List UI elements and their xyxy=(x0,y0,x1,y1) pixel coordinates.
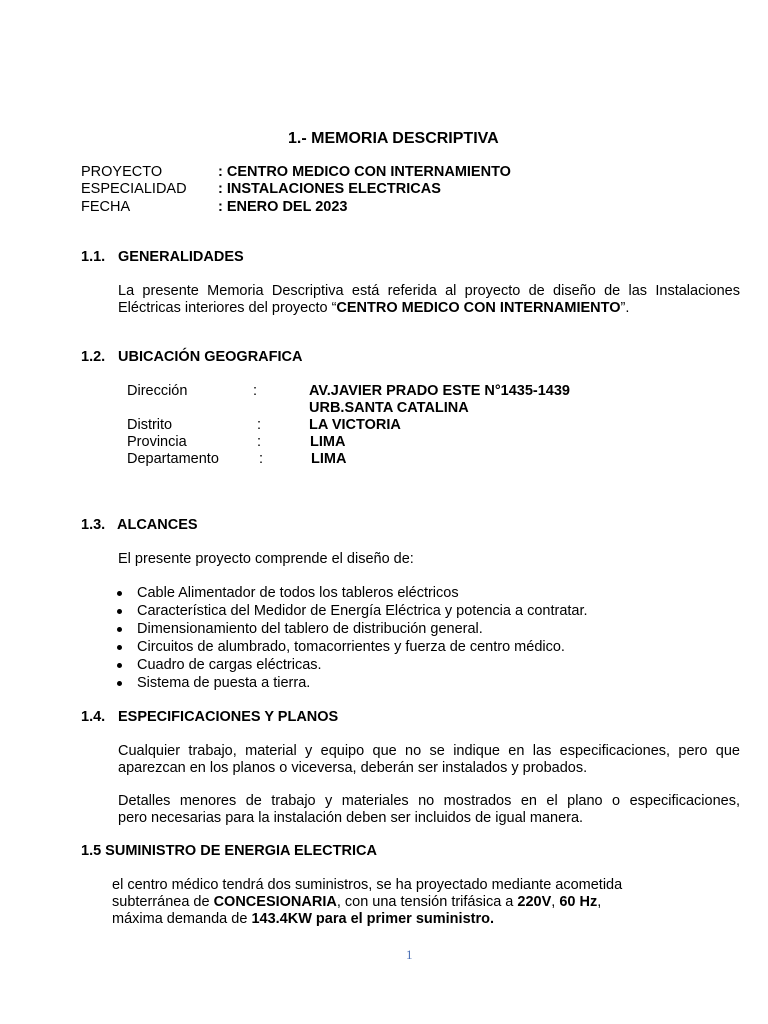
concesionaria-text: CONCESIONARIA xyxy=(213,894,337,910)
direccion-colon: : xyxy=(253,383,258,399)
especificaciones-p2-line-2: pero necesarias para la instalación deben ser incluidos de igual manera. xyxy=(118,810,584,826)
distrito-label: Distrito xyxy=(127,417,173,433)
especialidad-value: : INSTALACIONES ELECTRICAS xyxy=(218,181,441,197)
proyecto-label: PROYECTO xyxy=(81,164,163,180)
suministro-text: subterránea de xyxy=(112,894,214,910)
list-item: Dimensionamiento del tablero de distribución general. xyxy=(113,620,588,638)
generalidades-project-name: CENTRO MEDICO CON INTERNAMIENTO xyxy=(336,300,621,316)
especificaciones-p2-line-1: Detalles menores de trabajo y materiales no mostrados en el plano o especificaciones, xyxy=(118,793,740,809)
generalidades-text: Eléctricas interiores del proyecto “ xyxy=(118,300,337,316)
distrito-value: LA VICTORIA xyxy=(309,417,401,433)
suministro-line-3 xyxy=(112,911,494,928)
frequency-value: 60 Hz xyxy=(559,894,598,910)
suministro-text: , xyxy=(551,894,560,910)
provincia-label: Provincia xyxy=(127,434,187,450)
proyecto-value: : CENTRO MEDICO CON INTERNAMIENTO xyxy=(218,164,511,180)
section-1-2-number: 1.2. xyxy=(81,349,106,365)
suministro-text: máxima demanda de xyxy=(112,911,252,927)
section-1-5-heading: 1.5 SUMINISTRO DE ENERGIA ELECTRICA xyxy=(81,843,377,859)
direccion-label: Dirección xyxy=(127,383,188,399)
page-number: 1 xyxy=(406,947,413,962)
departamento-colon: : xyxy=(259,451,264,467)
section-1-1-heading: GENERALIDADES xyxy=(118,249,244,265)
departamento-value: LIMA xyxy=(311,451,347,467)
suministro-text: , con una tensión trifásica a xyxy=(336,894,518,910)
list-item: Cuadro de cargas eléctricas. xyxy=(113,656,588,674)
demand-value: 143.4KW para el primer suministro. xyxy=(251,911,494,927)
section-1-3-heading: ALCANCES xyxy=(117,517,198,533)
generalidades-text-end: ”. xyxy=(620,300,630,316)
departamento-label: Departamento xyxy=(127,451,219,467)
list-item: Sistema de puesta a tierra. xyxy=(113,674,588,692)
direccion-value-1: AV.JAVIER PRADO ESTE N°1435-1439 xyxy=(309,383,570,399)
especialidad-label: ESPECIALIDAD xyxy=(81,181,187,197)
section-1-3-number: 1.3. xyxy=(81,517,106,533)
suministro-line-2 xyxy=(112,894,601,911)
generalidades-line-2 xyxy=(118,300,740,317)
list-item: Circuitos de alumbrado, tomacorrientes y fuerza de centro médico. xyxy=(113,638,588,656)
voltage-value: 220V xyxy=(517,894,552,910)
fecha-label: FECHA xyxy=(81,199,131,215)
suministro-text: , xyxy=(597,894,602,910)
especificaciones-paragraph-1 xyxy=(118,743,740,777)
suministro-line-1: el centro médico tendrá dos suministros, se ha proyectado mediante acometida xyxy=(112,877,623,893)
section-1-1-number: 1.1. xyxy=(81,249,106,265)
especificaciones-p1-line-1: Cualquier trabajo, material y equipo que no se indique en las especificaciones, pero que xyxy=(118,743,740,759)
list-item: Cable Alimentador de todos los tableros eléctricos xyxy=(113,584,588,602)
direccion-value-2: URB.SANTA CATALINA xyxy=(309,400,469,416)
generalidades-paragraph xyxy=(118,283,740,317)
generalidades-line-1: La presente Memoria Descriptiva está referida al proyecto de diseño de las Instalaciones xyxy=(118,283,740,299)
section-1-2-heading: UBICACIÓN GEOGRAFICA xyxy=(118,349,303,365)
alcances-intro: El presente proyecto comprende el diseño de: xyxy=(118,551,414,567)
provincia-value: LIMA xyxy=(310,434,346,450)
list-item: Característica del Medidor de Energía Eléctrica y potencia a contratar. xyxy=(113,602,588,620)
alcances-list xyxy=(113,584,588,692)
distrito-colon: : xyxy=(257,417,262,433)
section-1-4-heading: ESPECIFICACIONES Y PLANOS xyxy=(118,709,339,725)
document-title: 1.- MEMORIA DESCRIPTIVA xyxy=(288,130,499,147)
fecha-value: : ENERO DEL 2023 xyxy=(218,199,348,215)
provincia-colon: : xyxy=(257,434,262,450)
especificaciones-p1-line-2: aparezcan en los planos o viceversa, deberán ser instalados y probados. xyxy=(118,760,588,776)
especificaciones-paragraph-2 xyxy=(118,793,740,827)
section-1-4-number: 1.4. xyxy=(81,709,106,725)
